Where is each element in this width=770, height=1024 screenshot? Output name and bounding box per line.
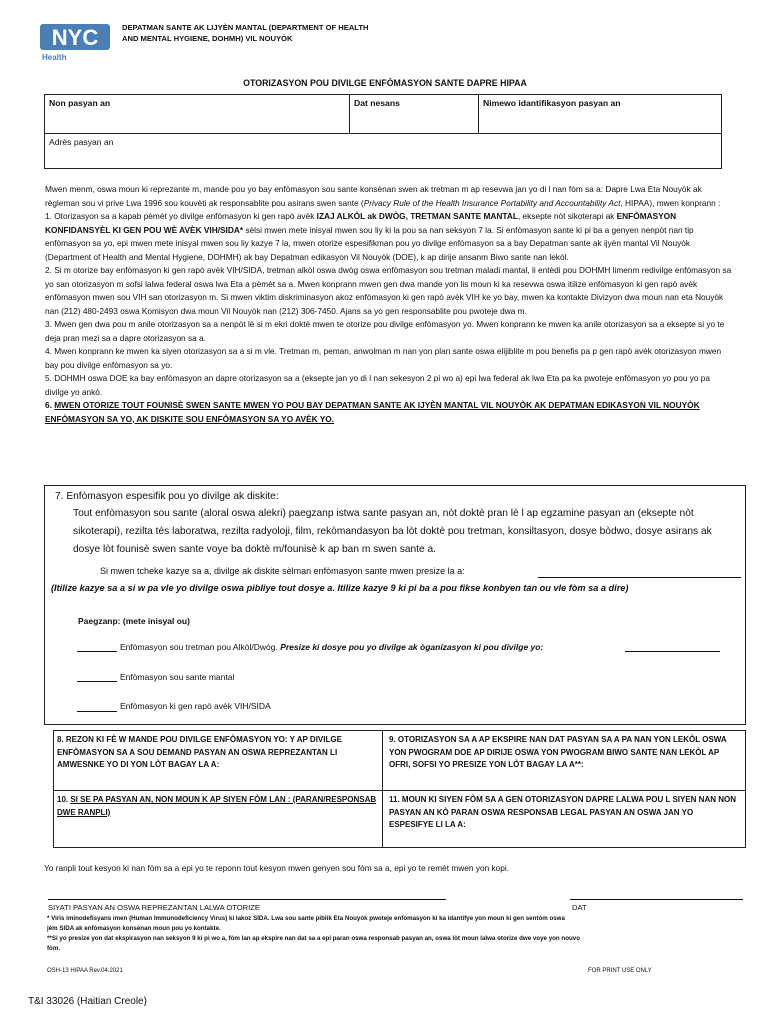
initial-line-hiv[interactable] [77,711,117,712]
nyc-health-logo [40,22,110,62]
item-2: 2. Si m otorize bay enfòmasyon ki gen rapò avèk VIH/SIDA, tretman alkòl oswa dwòg oswa enfòmasyon sou tretman maladi mantal, li entèdi pou DOHMH limenm redivilge enfòmasyon sa yo san otorizasyon m sofsi lalwa federal oswa lwa Eta a pèmèt sa a. Mwen konprann mwen gen dwa mande yon lis moun ki ka resevwa oswa itilize enfòmasyon ki gen rapò avèk enfòmasyon mwen sou VIH san otorizasyon m. Si mwen viktim diskriminasyon akoz enfòmasyon ki gen rapò avèk VIH ke yo bay, mwen ka kontakte Divizyon dwa moun nan eta Nouyòk nan (212) 480-2493 oswa Komisyon dwa moun Vil Nouyòk nan (212) 306-7450. Ajans sa yo gen responsablite pou pwoteje dwa m. [45,265,732,316]
form-title: OTORIZASYON POU DIVILGE ENFÒMASYON SANTE DAPRE HIPAA [243,78,527,88]
section-8-text: 8. REZON KI FÈ W MANDE POU DIVILGE ENFÒMASYON YO: Y AP DIVILGE ENFÒMASYON SA A SOU DEMAND PASYAN AN OSWA REPREZANTAN LI AMWESNKE YO DI YON LÒT BAGAY LA A: [57,735,342,769]
footnote-1a: * Viris iminodefisyans imen (Human Immunodeficiency Virus) ki lakoz SIDA. Lwa sou sante piblik Eta Nouyòk pwoteje enfòmasyon ki ka idantifye yon moun ki gen sentòm oswa [47,915,565,922]
item-6: 6. MWEN OTORIZE TOUT FOUNISÈ SWEN SANTE MWEN YO POU BAY DEPATMAN SANTE AK IJYÈN MANTAL VIL NOUYÒK AK DEPATMAN EDIKASYON VIL NOUYÒK ENFÒMASYON SA YO, AK DISKITE SOU ENFÒMASYON SA YO AVÈK YO. [45,400,700,424]
patient-name-field[interactable] [44,94,350,134]
section-11-text: 11. MOUN KI SIYEN FÒM SA A GEN OTORIZASYON DAPRE LALWA POU L SIYEN NAN NON PASYAN AN KÒ PARAN OSWA RESPONSAB LEGAL PASYAN AN OSWA JAN YO ESPESIFYE LI LA A: [389,795,737,829]
item-4: 4. Mwen konprann ke mwen ka siyen otorizasyon sa a si m vle. Tretman m, peman, anwolman m nan yon plan sante oswa elijiblite m pou benefis pa p gen rapò avèk otorizasyon mwen bay pou divilge enfòmasyon sa yo. [45,346,722,370]
option-mental-health: Enfòmasyon sou sante mantal [120,672,235,682]
date-line[interactable] [570,899,743,900]
date-label: DAT [572,903,587,912]
section-7-limit-prompt: Si mwen tcheke kazye sa a, divilge ak diskite sèlman enfòmasyon sante mwen presize la a: [100,566,465,576]
birth-date-label: Dat nesans [354,98,400,108]
section-7-text: Tout enfòmasyon sou sante (aloral oswa alekri) paegzanp istwa sante pasyan an, nòt doktè pran lè l ap egzamine pasyan an (eksepte nòt sikoterapi), rezilta tès laboratwa, rezilta radyoloji, film, rekòmandasyon ba lòt doktè pou tretman, konsiltasyon, dosye bòdwo, dosye asirans ak dosye lòt founisè swen sante voye ba doktè m/founisè k ap ban m swen sante a. [73,508,712,555]
option-alcohol-drug: Enfòmasyon sou tretman pou Alkòl/Dwòg. Presize ki dosye pou yo divilge ak òganizasyon ki pou divilge yo: [120,642,544,652]
alcohol-details-line[interactable] [625,651,720,652]
signature-line[interactable] [48,899,446,900]
patient-id-field[interactable] [478,94,722,134]
example-label: Paegzanp: (mete inisyal ou) [78,616,190,626]
limit-input-line[interactable] [538,577,741,578]
item-1: 1. Otorizasyon sa a kapab pèmèt yo divilge enfòmasyon ki gen rapò avèk IZAJ ALKÒL ak DWÒG, TRETMAN SANTE MANTAL, eksepte nòt sikoterapi ak ENFÒMASYON KONFIDANSYÈL KI GEN POU WÈ AVÈK VIH/SIDA* sèlsi mwen mete inisyal mwen sou liy ki la pou sa nan seksyon 7 la. Si enfòmasyon sante ki pi ba a genyen nenpòt nan tip enfòmasyon sa yo, epi mwen mete inisyal mwen sou liy kazye 7 la, mwen otorize espesifikman pou yo divilge enfòmasyon sa a bay Depatman sante ak ijyèn mantal Vil Nouyòk (Department of Health and Mental Hygiene, DOHMH) ak bay Depatman edikasyon Vil Nouyòk (DOE), k ap dirije ansanm Biwo sante nan lekòl. [45,211,694,262]
patient-id-label: Nimewo idantifikasyon pasyan an [483,98,621,108]
patient-name-label: Non pasyan an [49,98,111,108]
section-10-text: 10. SI SE PA PASYAN AN, NON MOUN K AP SIYEN FÒM LAN : (PARAN/RESPONSAB DWE RANPLI) [57,795,377,817]
address-field[interactable] [44,133,722,169]
section-8-box[interactable] [53,730,383,791]
intro-paragraph: Mwen menm, oswa moun ki reprezante m, mande pou yo bay enfòmasyon sou sante konsènan swen ak tretman m ap resevwa jan yo di l nan fòm sa a: Dapre Lwa Eta Nouyòk ak règleman sou vi prive Lwa 1996 sou kouvèti ak responsablite pou asirans swen sante (Privacy Rule of the Health Insurance Portability and Accountability Act, HIPAA), mwen konprann : [45,184,721,208]
section-7-heading: 7. Enfòmasyon espesifik pou yo divilge ak diskite: [55,491,279,502]
footnote-2a: **Si yo presize yon dat ekspirasyon nan seksyon 9 ki pi wo a, fòm lan ap ekspire nan dat sa a epi paran oswa responsab pasyan an, oswa lòt moun lalwa otorize dwe voye yon nouvo [47,935,580,942]
footnotes [47,914,747,954]
section-9-text: 9. OTORIZASYON SA A AP EKSPIRE NAN DAT PASYAN SA A PA NAN YON LEKÒL OSWA YON PWOGRAM DOE AP DIRIJE OSWA YON PWOGRAM BIWO SANTE NAN LEKÒL AP OFRI, SOFSI YO PRESIZE YON LÒT BAGAY LA A**: [389,735,727,769]
item-3: 3. Mwen gen dwa pou m anile otorizasyon sa a nenpòt lè si m ekri doktè mwen te otorize pou divilge enfòmasyon yo. Mwen konprann ke mwen ka anile otorizasyon sa a eksepte si yo te deja pran mezi sa a dapre otorizasyon sa a. [45,319,725,343]
instruction-text: Yo ranpli tout kesyon ki nan fòm sa a epi yo te reponn tout kesyon mwen genyen sou fòm sa a, epi yo te remèt mwen yon kopi. [44,863,510,873]
section-9-box[interactable] [382,730,746,791]
agency-name: DEPATMAN SANTE AK LIJYÈN MANTAL (DEPARTMENT OF HEALTH AND MENTAL HYGIENE, DOHMH) VIL NOUYÒK [122,23,369,43]
footnote-1b: jèm SIDA ak enfòmasyon konsènan moun pou yo kontakte. [47,925,221,932]
option-hiv-aids: Enfòmasyon ki gen rapò avèk VIH/SIDA [120,701,271,711]
translation-code: T&I 33026 (Haitian Creole) [28,996,147,1007]
section-10-box[interactable] [53,790,383,848]
item-5: 5. DOHMH oswa DOE ka bay enfòmasyon an dapre otorizasyon sa a (eksepte jan yo di l nan sekesyon 2 pi wo a) epi lwa federal ak lwa Eta pa ka pwoteje enfòmasyon yo pou yo pa divilge yo ankò. [45,373,711,397]
birth-date-field[interactable] [349,94,479,134]
address-label: Adrès pasyan an [49,137,114,147]
initial-line-mental-health[interactable] [77,681,117,682]
terms-text [45,183,735,426]
logo-text: NYC [51,25,99,50]
footnote-2b: fòm. [47,945,61,952]
signature-label: SIYATI PASYAN AN OSWA REPREZANTAN LALWA OTORIZE [48,903,260,912]
initial-line-alcohol[interactable] [77,651,117,652]
section-7-note: (Itilize kazye sa a si w pa vle yo divilge oswa pibliye tout dosye a. Itilize kazye 9 ki pi ba a pou fikse konbyen tan ou vle fòm sa a dire) [51,583,629,593]
print-only-label: FOR PRINT USE ONLY [588,968,652,974]
section-11-box[interactable] [382,790,746,848]
section-7-box [44,485,746,725]
form-code: OSH-13 HIPAA Rev.04.2021 [47,968,123,974]
logo-subtext: Health [42,53,67,62]
